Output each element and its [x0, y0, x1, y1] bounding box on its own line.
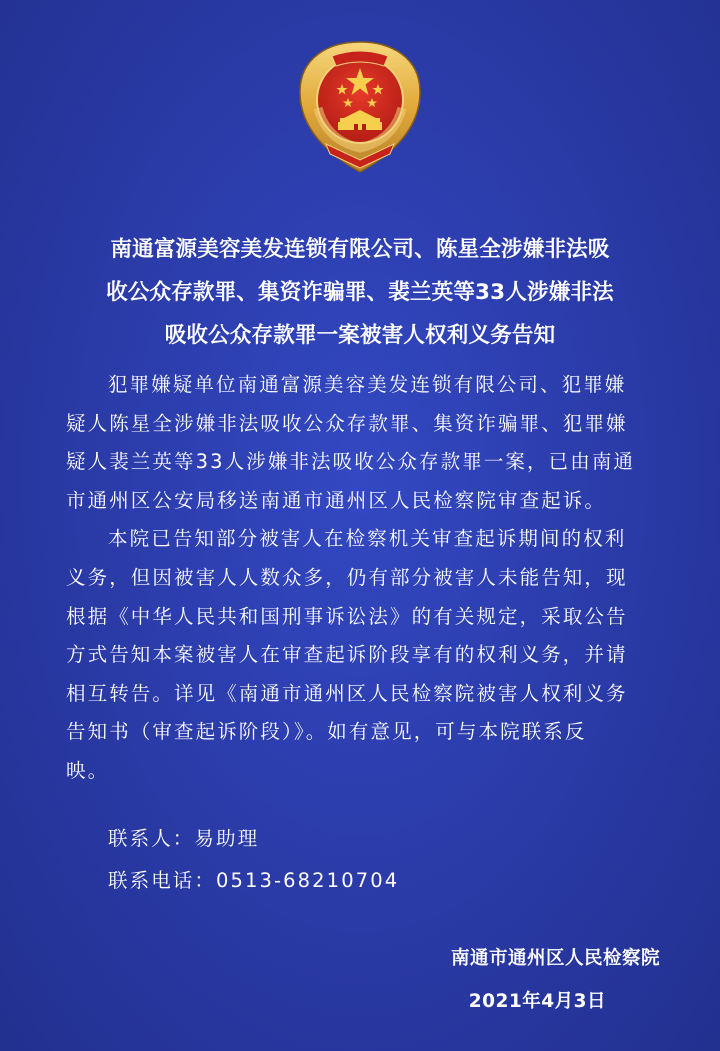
body-line: 犯罪嫌疑单位南通富源美容美发连锁有限公司、犯罪嫌 — [108, 373, 627, 396]
notice-body — [66, 366, 666, 791]
title-line: 吸收公众存款罪一案被害人权利义务告知 — [164, 323, 556, 348]
contact-phone: 联系电话：0513-68210704 — [108, 869, 400, 892]
body-line: 方式告知本案被害人在审查起诉阶段享有的权利义务，并请 — [66, 643, 628, 667]
procuratorate-emblem-icon — [296, 40, 424, 174]
notice-title — [50, 228, 670, 357]
body-line: 疑人裴兰英等33人涉嫌非法吸收公众存款罪一案，已由南通 — [66, 450, 636, 474]
signature-org: 南通市通州区人民检察院 — [450, 948, 660, 969]
body-line: 告知书（审查起诉阶段）》。如有意见，可与本院联系反 — [66, 720, 587, 744]
body-line: 相互转告。详见《南通市通州区人民检察院被害人权利义务 — [66, 681, 628, 705]
title-line: 收公众存款罪、集资诈骗罪、裴兰英等33人涉嫌非法 — [106, 280, 614, 305]
body-line: 义务，但因被害人人数众多，仍有部分被害人未能告知，现 — [66, 565, 628, 589]
body-line: 根据《中华人民共和国刑事诉讼法》的有关规定，采取公告 — [66, 604, 628, 628]
body-line: 本院已告知部分被害人在检察机关审查起诉期间的权利 — [108, 527, 627, 551]
title-line: 南通富源美容美发连锁有限公司、陈星全涉嫌非法吸 — [110, 237, 610, 262]
body-line: 映。 — [66, 758, 110, 782]
body-line: 疑人陈星全涉嫌非法吸收公众存款罪、集资诈骗罪、犯罪嫌 — [66, 411, 628, 435]
contact-person: 联系人：易助理 — [108, 827, 260, 850]
body-line: 市通州区公安局移送南通市通州区人民检察院审查起诉。 — [66, 488, 607, 512]
signature-date: 2021年4月3日 — [468, 991, 606, 1012]
